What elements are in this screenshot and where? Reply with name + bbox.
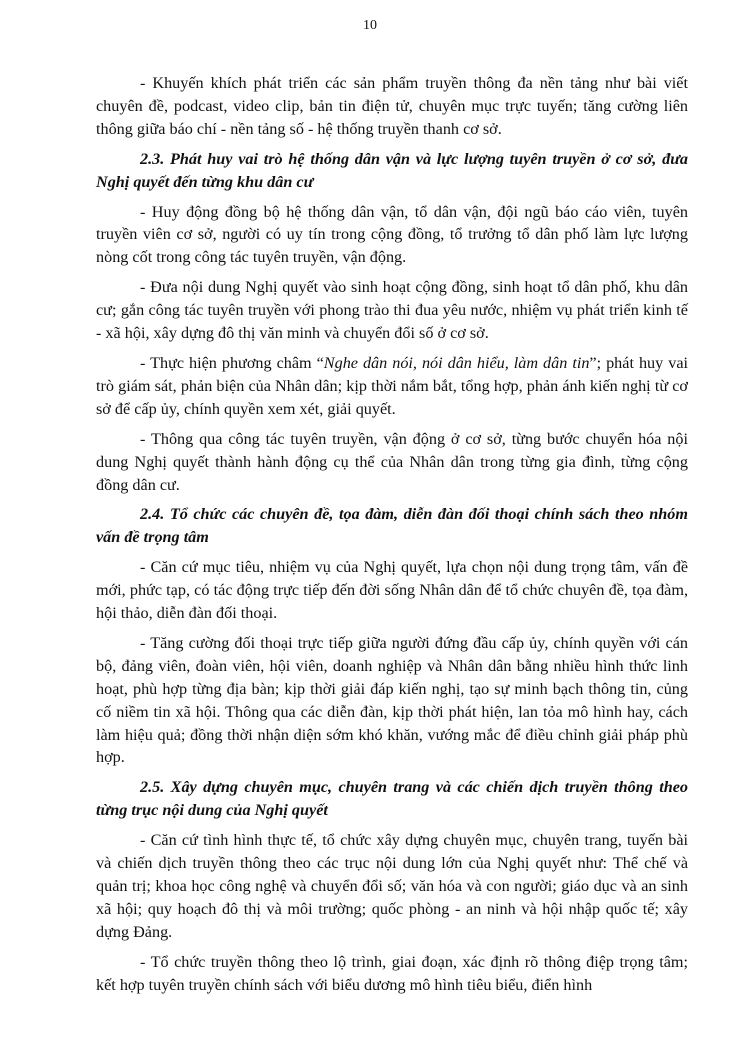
paragraph-with-quote [96, 352, 688, 421]
quote-lead-text: - Thực hiện phương châm “ [140, 353, 324, 372]
motto-quote: Nghe dân nói, nói dân hiểu, làm dân tin [323, 353, 590, 372]
paragraph: - Huy động đồng bộ hệ thống dân vận, tổ dân vận, đội ngũ báo cáo viên, tuyên truyền viên cơ sở, người có uy tín trong cộng đồng, tổ trưởng tổ dân phố làm lực lượng nòng cốt trong công tác tuyên truyền, vận động. [96, 202, 688, 267]
paragraph: - Đưa nội dung Nghị quyết vào sinh hoạt cộng đồng, sinh hoạt tổ dân phố, khu dân cư; gắn công tác tuyên truyền với phong trào thi đua yêu nước, nhiệm vụ phát triển kinh tế - xã hội, xây dựng đô thị văn minh và chuyển đổi số ở cơ sở. [96, 278, 688, 343]
section-heading-2-3: 2.3. Phát huy vai trò hệ thống dân vận và lực lượng tuyên truyền ở cơ sở, đưa Nghị quyết đến từng khu dân cư [96, 149, 688, 191]
section-heading-2-4: 2.4. Tổ chức các chuyên đề, tọa đàm, diễn đàn đối thoại chính sách theo nhóm vấn đề trọng tâm [96, 505, 688, 547]
quote-trailing-text: ”; phát huy vai trò giám sát, phản biện của Nhân dân; kịp thời nắm bắt, tổng hợp, phản ánh kiến nghị từ cơ sở để cấp ủy, chính quyền xem xét, giải quyết. [96, 353, 688, 418]
page-number: 10 [363, 18, 377, 33]
document-body [96, 72, 688, 1004]
paragraph: - Tăng cường đối thoại trực tiếp giữa người đứng đầu cấp ủy, chính quyền với cán bộ, đảng viên, đoàn viên, hội viên, doanh nghiệp và Nhân dân bằng nhiều hình thức linh hoạt, phù hợp từng địa bàn; kịp thời giải đáp kiến nghị, tạo sự minh bạch thông tin, củng cố niềm tin xã hội. Thông qua các diễn đàn, kịp thời phát hiện, lan tỏa mô hình hay, cách làm hiệu quả; đồng thời nhận diện sớm khó khăn, vướng mắc để điều chỉnh giải pháp phù hợp. [96, 633, 688, 767]
paragraph: - Căn cứ tình hình thực tế, tổ chức xây dựng chuyên mục, chuyên trang, tuyến bài và chiến dịch truyền thông theo các trục nội dung lớn của Nghị quyết như: Thể chế và quản trị; khoa học công nghệ và chuyển đổi số; văn hóa và con người; giáo dục và an sinh xã hội; quy hoạch đô thị và môi trường; quốc phòng - an ninh và hội nhập quốc tế; xây dựng Đảng. [96, 831, 688, 941]
paragraph: - Căn cứ mục tiêu, nhiệm vụ của Nghị quyết, lựa chọn nội dung trọng tâm, vấn đề mới, phức tạp, có tác động trực tiếp đến đời sống Nhân dân để tổ chức chuyên đề, tọa đàm, hội thảo, diễn đàn đối thoại. [96, 558, 688, 623]
paragraph: - Thông qua công tác tuyên truyền, vận động ở cơ sở, từng bước chuyển hóa nội dung Nghị quyết thành hành động cụ thể của Nhân dân trong từng gia đình, từng cộng đồng dân cư. [96, 429, 688, 494]
paragraph: - Khuyến khích phát triển các sản phẩm truyền thông đa nền tảng như bài viết chuyên đề, podcast, video clip, bản tin điện tử, chuyên mục trực tuyến; tăng cường liên thông giữa báo chí - nền tảng số - hệ thống truyền thanh cơ sở. [96, 74, 688, 138]
paragraph: - Tổ chức truyền thông theo lộ trình, giai đoạn, xác định rõ thông điệp trọng tâm; kết hợp tuyên truyền chính sách với biểu dương mô hình tiêu biểu, điển hình [96, 952, 688, 994]
section-heading-2-5: 2.5. Xây dựng chuyên mục, chuyên trang và các chiến dịch truyền thông theo từng trục nội dung của Nghị quyết [96, 778, 688, 820]
